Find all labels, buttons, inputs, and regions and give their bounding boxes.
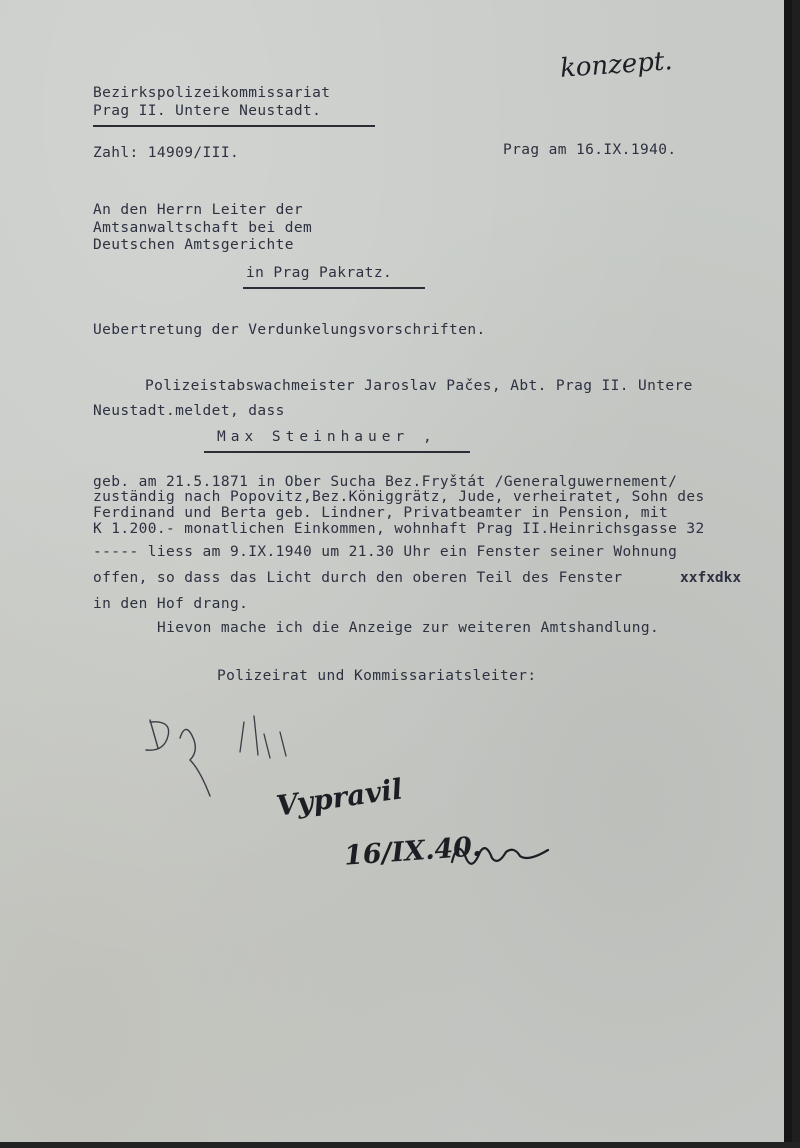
pencil-initials xyxy=(146,720,210,796)
addressee-location: in Prag Pakratz. xyxy=(246,265,393,281)
addressee-line-2: Amtsanwaltschaft bei dem xyxy=(93,220,313,236)
intro-line-1: Polizeistabswachmeister Jaroslav Pačes, Abt. Prag II. Untere xyxy=(145,378,693,394)
body-line-8: Hievon mache ich die Anzeige zur weiteren Amtshandlung. xyxy=(157,620,660,636)
intro-line-2: Neustadt.meldet, dass xyxy=(93,403,285,419)
signature-title: Polizeirat und Kommissariatsleiter: xyxy=(217,668,537,684)
body-line-7: in den Hof drang. xyxy=(93,596,249,612)
body-line-6: offen, so dass das Licht durch den oberen Teil des Fenster xyxy=(93,570,623,586)
header-office-district: Prag II. Untere Neustadt. xyxy=(93,103,322,119)
subject-line: Uebertretung der Verdunkelungsvorschriften. xyxy=(93,322,486,338)
handwritten-konzept-note: konzept. xyxy=(559,46,674,84)
ink-signature xyxy=(452,848,548,864)
accused-name: Max Steinhauer , xyxy=(217,429,437,445)
date-and-place: Prag am 16.IX.1940. xyxy=(503,142,677,158)
pencil-strokes xyxy=(240,716,286,758)
body-line-2: zuständig nach Popovitz,Bez.Königgrätz, Jude, verheiratet, Sohn des xyxy=(93,489,705,505)
body-line-5: ----- liess am 9.IX.1940 um 21.30 Uhr ein Fenster seiner Wohnung xyxy=(93,544,678,560)
handwritten-vypravil: Vypravil xyxy=(274,772,405,823)
struck-out-text: xxfxdkx xyxy=(680,570,742,586)
body-line-3: Ferdinand und Berta geb. Lindner, Privatbeamter in Pension, mit xyxy=(93,505,669,521)
body-line-4: K 1.200.- monatlichen Einkommen, wohnhaft Prag II.Heinrichsgasse 32 xyxy=(93,521,705,537)
header-office-name: Bezirkspolizeikommissariat xyxy=(93,85,331,101)
page-edge-shadow xyxy=(784,0,792,1148)
body-line-1: geb. am 21.5.1871 in Ober Sucha Bez.Fryštát /Generalguwernement/ xyxy=(93,474,678,490)
reference-number: Zahl: 14909/III. xyxy=(93,145,240,161)
handwritten-date: 16/IX.40. xyxy=(343,831,483,872)
page-bottom-shadow xyxy=(0,1142,800,1148)
addressee-line-1: An den Herrn Leiter der xyxy=(93,202,303,218)
addressee-line-3: Deutschen Amtsgerichte xyxy=(93,237,294,253)
